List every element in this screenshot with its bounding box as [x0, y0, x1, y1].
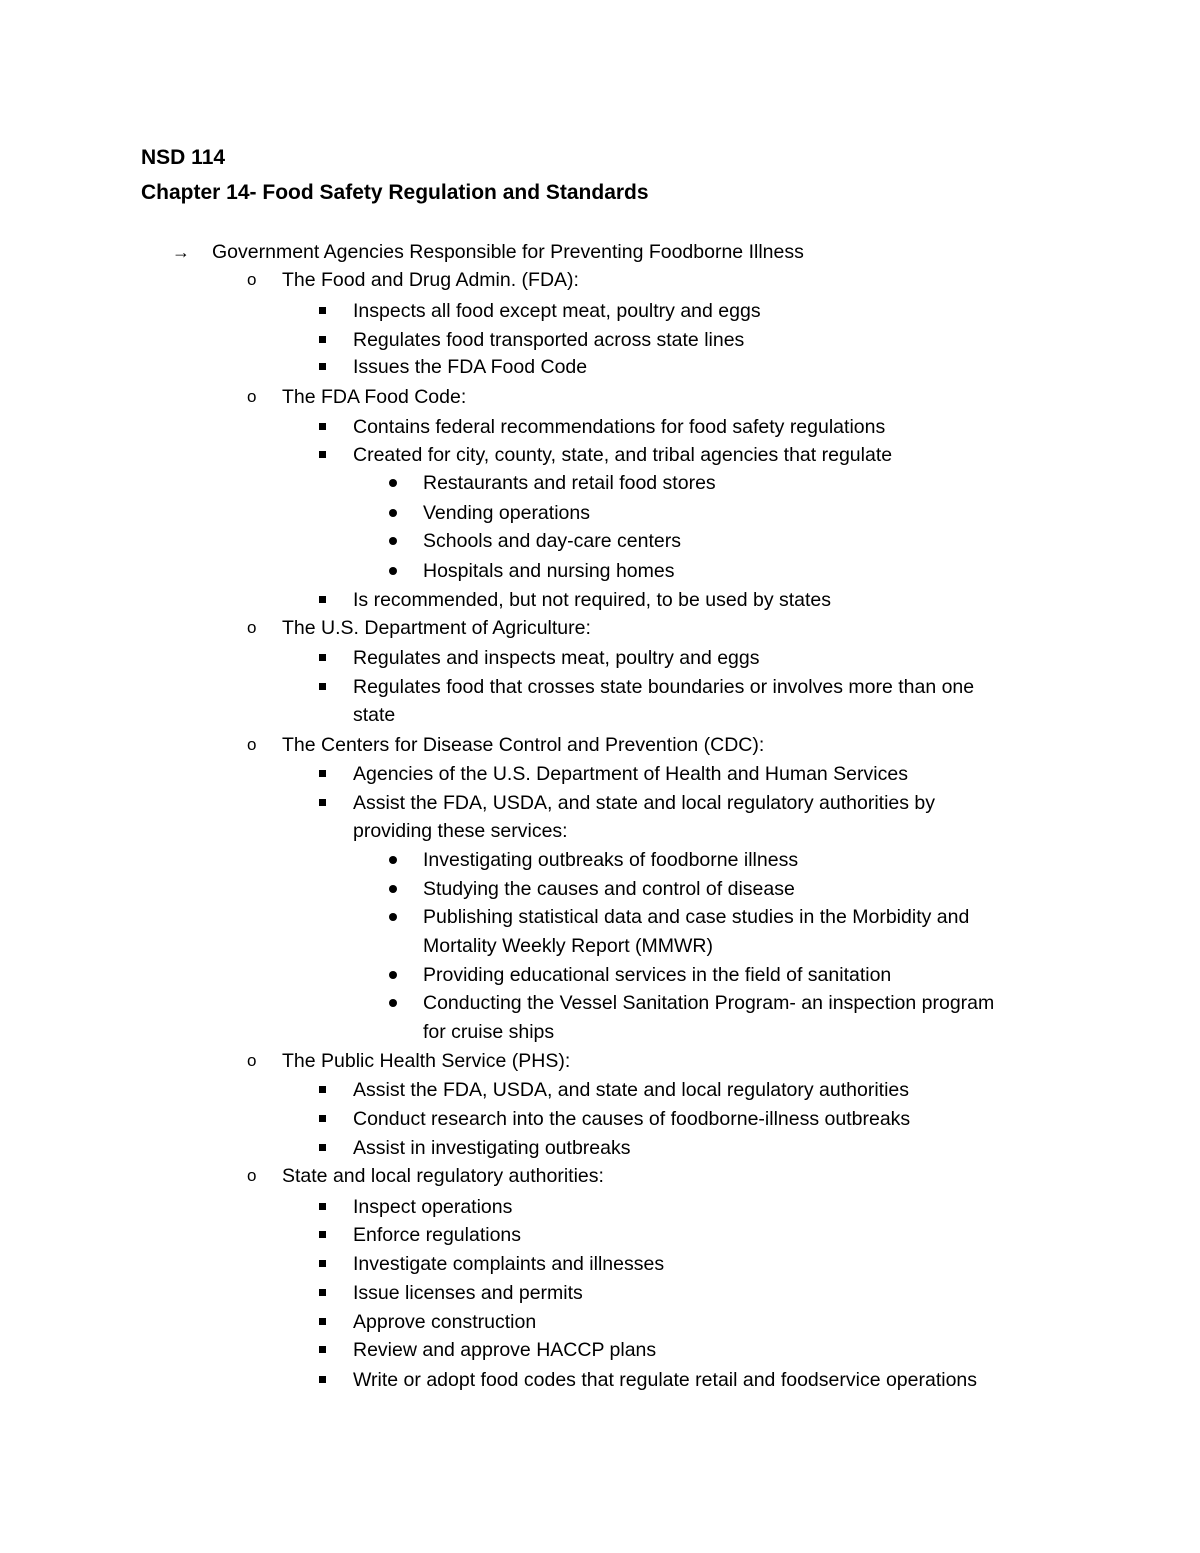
- list-item: [319, 1193, 1169, 1221]
- square-bullet-icon: [319, 1376, 326, 1383]
- list-item: [319, 413, 1169, 441]
- agency-label: The Food and Drug Admin. (FDA):: [282, 269, 579, 291]
- list-item: [319, 1105, 1169, 1133]
- square-bullet-icon: [319, 1144, 326, 1151]
- square-bullet-icon: [319, 307, 326, 314]
- agency-phs: [247, 1047, 1147, 1075]
- list-item-text: Regulates food transported across state lines: [353, 329, 745, 351]
- list-item-text: Approve construction: [353, 1311, 537, 1333]
- list-item: [319, 673, 1169, 701]
- round-bullet-icon: [389, 885, 397, 893]
- list-item-text: Is recommended, but not required, to be used by states: [353, 589, 832, 611]
- list-item-text: Assist the FDA, USDA, and state and local regulatory authorities: [353, 1079, 910, 1101]
- square-bullet-icon: [319, 799, 326, 806]
- list-item-text: Created for city, county, state, and tribal agencies that regulate: [353, 444, 893, 466]
- list-item: [319, 441, 1169, 469]
- list-item: [319, 1366, 1179, 1394]
- circle-bullet-icon: o: [247, 387, 257, 406]
- list-item: [319, 1221, 1169, 1249]
- list-item: [319, 760, 1169, 788]
- list-item: [319, 1279, 1169, 1307]
- course-title: NSD 114: [141, 146, 226, 169]
- sub-list-item: [389, 903, 1169, 931]
- list-item-text: Agencies of the U.S. Department of Health and Human Services: [353, 763, 908, 785]
- list-item: [319, 353, 1169, 381]
- list-item-text: Investigate complaints and illnesses: [353, 1253, 665, 1275]
- sub-list-item-continuation: [423, 932, 1169, 960]
- circle-bullet-icon: o: [247, 1051, 257, 1070]
- circle-bullet-icon: o: [247, 270, 257, 289]
- sub-list-item: [389, 469, 1169, 497]
- list-item-text: Conduct research into the causes of foodborne-illness outbreaks: [353, 1108, 911, 1130]
- outline-heading-item: [172, 238, 1172, 266]
- square-bullet-icon: [319, 1260, 326, 1267]
- sub-list-item: [389, 557, 1169, 585]
- list-item: [319, 326, 1169, 354]
- agency-usda: [247, 614, 1147, 642]
- sub-list-item: [389, 989, 1169, 1017]
- sub-list-item: [389, 875, 1169, 903]
- list-item-text: Review and approve HACCP plans: [353, 1339, 657, 1361]
- agency-fda: [247, 266, 1147, 294]
- list-item-text: Inspect operations: [353, 1196, 513, 1218]
- round-bullet-icon: [389, 509, 397, 517]
- sub-list-item-text: Restaurants and retail food stores: [423, 472, 716, 494]
- list-item-text: Assist the FDA, USDA, and state and local regulatory authorities by: [353, 792, 936, 814]
- list-item-text: Issue licenses and permits: [353, 1282, 583, 1304]
- list-item: [319, 297, 1169, 325]
- round-bullet-icon: [389, 971, 397, 979]
- agency-label: The Centers for Disease Control and Prevention (CDC):: [282, 734, 765, 756]
- list-item: [319, 1250, 1169, 1278]
- sub-list-item-text: Conducting the Vessel Sanitation Program- an inspection program: [423, 992, 995, 1014]
- list-item-text: state: [353, 704, 396, 726]
- square-bullet-icon: [319, 451, 326, 458]
- square-bullet-icon: [319, 1203, 326, 1210]
- square-bullet-icon: [319, 770, 326, 777]
- sub-list-item-text: Publishing statistical data and case studies in the Morbidity and: [423, 906, 970, 928]
- square-bullet-icon: [319, 363, 326, 370]
- sub-list-item: [389, 527, 1169, 555]
- agency-food-code: [247, 383, 1147, 411]
- square-bullet-icon: [319, 1289, 326, 1296]
- agency-cdc: [247, 731, 1147, 759]
- list-item-text: Regulates and inspects meat, poultry and eggs: [353, 647, 760, 669]
- sub-list-item-text: Providing educational services in the field of sanitation: [423, 964, 892, 986]
- round-bullet-icon: [389, 856, 397, 864]
- sub-list-item-continuation: [423, 1018, 1169, 1046]
- arrow-icon: →: [172, 242, 190, 262]
- round-bullet-icon: [389, 567, 397, 575]
- circle-bullet-icon: o: [247, 735, 257, 754]
- list-item-text: Assist in investigating outbreaks: [353, 1137, 631, 1159]
- square-bullet-icon: [319, 1346, 326, 1353]
- list-item-text: Enforce regulations: [353, 1224, 522, 1246]
- list-item: [319, 644, 1169, 672]
- list-item: [319, 1076, 1169, 1104]
- square-bullet-icon: [319, 596, 326, 603]
- sub-list-item: [389, 846, 1169, 874]
- list-item-text: Regulates food that crosses state boundaries or involves more than one: [353, 676, 975, 698]
- square-bullet-icon: [319, 683, 326, 690]
- list-item-text: Issues the FDA Food Code: [353, 356, 588, 378]
- agency-label: The U.S. Department of Agriculture:: [282, 617, 591, 639]
- round-bullet-icon: [389, 537, 397, 545]
- list-item-continuation: [353, 817, 1169, 845]
- square-bullet-icon: [319, 654, 326, 661]
- list-item-text: providing these services:: [353, 820, 568, 842]
- agency-label: State and local regulatory authorities:: [282, 1165, 604, 1187]
- outline-heading: Government Agencies Responsible for Preventing Foodborne Illness: [212, 241, 804, 263]
- sub-list-item-text: Schools and day-care centers: [423, 530, 681, 552]
- agency-label: The FDA Food Code:: [282, 386, 467, 408]
- round-bullet-icon: [389, 479, 397, 487]
- square-bullet-icon: [319, 336, 326, 343]
- chapter-title: Chapter 14- Food Safety Regulation and Standards: [141, 181, 649, 204]
- square-bullet-icon: [319, 1115, 326, 1122]
- list-item: [319, 1336, 1169, 1364]
- circle-bullet-icon: o: [247, 1166, 257, 1185]
- list-item: [319, 1134, 1169, 1162]
- square-bullet-icon: [319, 1318, 326, 1325]
- square-bullet-icon: [319, 1086, 326, 1093]
- sub-list-item-text: Mortality Weekly Report (MMWR): [423, 935, 713, 957]
- list-item-text: Write or adopt food codes that regulate retail and foodservice operations: [353, 1369, 978, 1391]
- list-item-text: Inspects all food except meat, poultry and eggs: [353, 300, 761, 322]
- sub-list-item-text: Hospitals and nursing homes: [423, 560, 675, 582]
- round-bullet-icon: [389, 913, 397, 921]
- sub-list-item-text: for cruise ships: [423, 1021, 555, 1043]
- square-bullet-icon: [319, 423, 326, 430]
- list-item-continuation: [353, 701, 1169, 729]
- square-bullet-icon: [319, 1231, 326, 1238]
- circle-bullet-icon: o: [247, 618, 257, 637]
- sub-list-item-text: Vending operations: [423, 502, 590, 524]
- list-item-text: Contains federal recommendations for food safety regulations: [353, 416, 886, 438]
- sub-list-item-text: Studying the causes and control of disease: [423, 878, 795, 900]
- list-item: [319, 586, 1169, 614]
- list-item: [319, 1308, 1169, 1336]
- round-bullet-icon: [389, 999, 397, 1007]
- sub-list-item: [389, 499, 1169, 527]
- agency-label: The Public Health Service (PHS):: [282, 1050, 571, 1072]
- list-item: [319, 789, 1169, 817]
- agency-state-local: [247, 1162, 1147, 1190]
- sub-list-item-text: Investigating outbreaks of foodborne illness: [423, 849, 799, 871]
- sub-list-item: [389, 961, 1169, 989]
